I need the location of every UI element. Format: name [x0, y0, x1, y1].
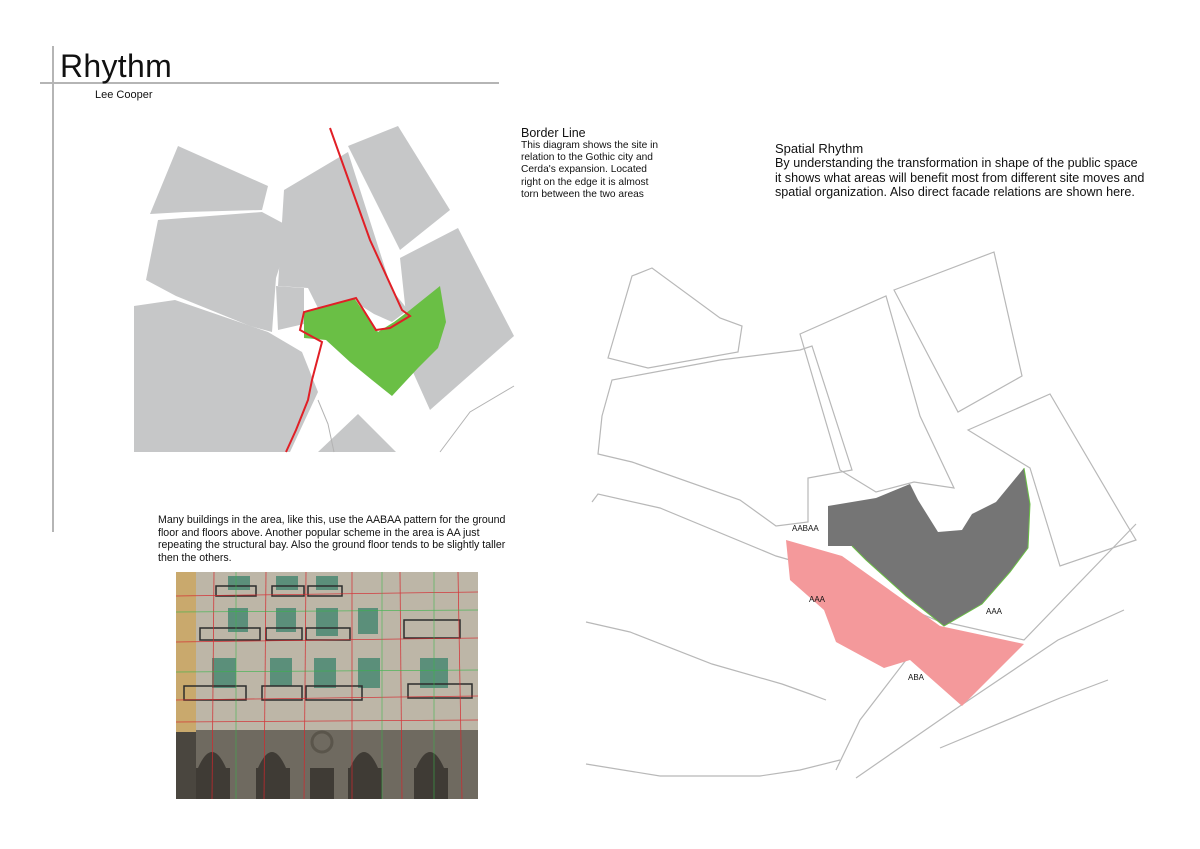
outline-block-4: [894, 252, 1022, 412]
label-aabaa: AABAA: [792, 524, 819, 533]
outline-street-4: [836, 660, 906, 770]
border-line-title: Border Line: [521, 126, 586, 140]
author-name: Lee Cooper: [95, 89, 153, 101]
facade-pattern-description: Many buildings in the area, like this, use the AABAA pattern for the ground floor and floors above. Another popular scheme in the area is AA just repeating the structural bay. Also the ground floor tends to be slightly taller then the others.: [158, 514, 506, 564]
page-title: Rhythm: [60, 48, 173, 84]
spatial-rhythm-description: By understanding the transformation in shape of the public space it shows what areas will benefit most from different site moves and spatial organization. Also direct facade relations are shown here.: [775, 156, 1145, 200]
outline-street-2: [586, 622, 826, 700]
outline-block-2: [598, 346, 852, 526]
border-line-description: This diagram shows the site in relation to the Gothic city and Cerda's expansion. Located right on the edge it is almost torn between the two areas: [521, 140, 659, 200]
facade-photo: [176, 572, 478, 799]
facade-illustration: [176, 572, 478, 799]
spatial-rhythm-title: Spatial Rhythm: [775, 141, 864, 156]
label-aaa-right: AAA: [986, 607, 1003, 616]
outline-block-1: [608, 268, 742, 368]
outline-street-3: [586, 760, 840, 776]
label-aba: ABA: [908, 673, 925, 682]
outline-street-1: [592, 494, 790, 560]
outline-block-3: [800, 296, 954, 492]
label-aaa-left: AAA: [809, 595, 826, 604]
